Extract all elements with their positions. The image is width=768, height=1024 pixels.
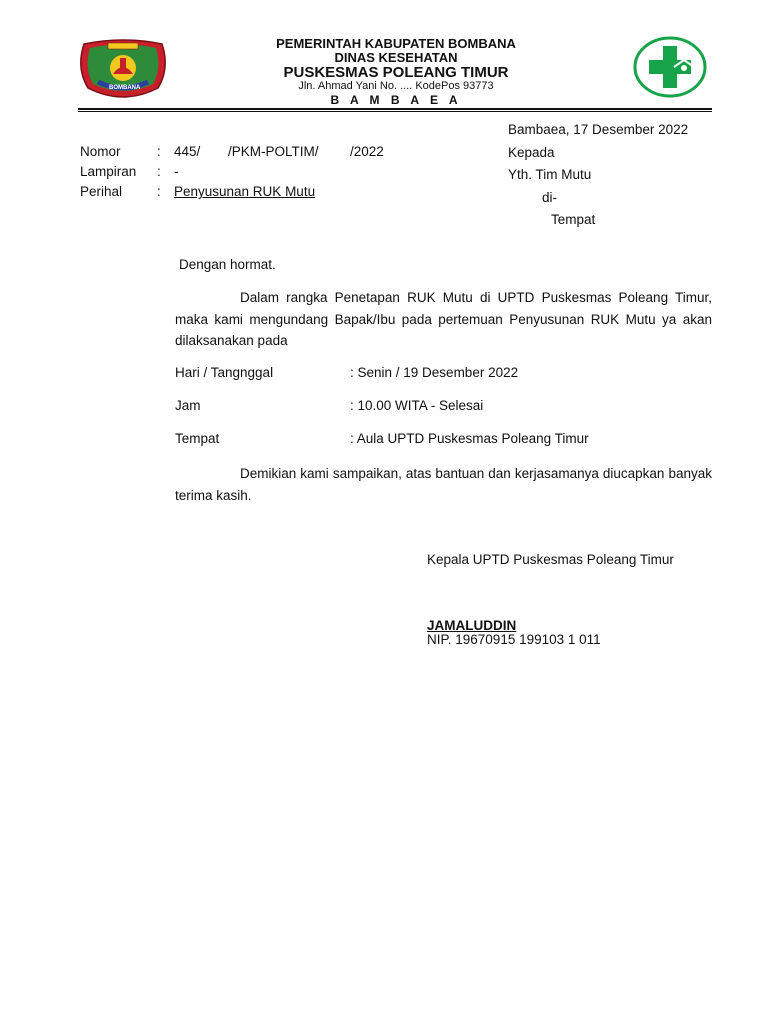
greeting: Dengan hormat. <box>179 257 276 272</box>
detail-label: Hari / Tangnggal <box>175 365 274 380</box>
header-rule <box>78 108 712 110</box>
header-rule-thin <box>78 111 712 112</box>
recipient-line: di- <box>542 190 558 205</box>
bombana-regency-logo <box>78 38 168 102</box>
perihal-label: Perihal <box>80 184 123 199</box>
detail-label: Jam <box>175 398 201 413</box>
nomor-part: /2022 <box>350 144 384 159</box>
health-cross-logo <box>632 36 708 98</box>
signature-name: JAMALUDDIN <box>427 618 517 633</box>
lampiran-colon: : <box>157 164 161 179</box>
detail-value: : Aula UPTD Puskesmas Poleang Timur <box>350 431 589 446</box>
perihal-colon: : <box>157 184 161 199</box>
body-paragraph <box>175 287 712 352</box>
nomor-label: Nomor <box>80 144 121 159</box>
nomor-colon: : <box>157 144 161 159</box>
place-date: Bambaea, 17 Desember 2022 <box>508 122 689 137</box>
government-name: PEMERINTAH KABUPATEN BOMBANA <box>276 36 516 51</box>
detail-value: : 10.00 WITA - Selesai <box>350 398 484 413</box>
department-name: DINAS KESEHATAN <box>334 50 458 65</box>
signature-title: Kepala UPTD Puskesmas Poleang Timur <box>427 552 674 567</box>
recipient-line: Tempat <box>551 212 596 227</box>
body-text: Dalam rangka Penetapan RUK Mutu di UPTD Puskesmas Poleang Timur, maka kami mengundang Bapak/Ibu pada pertemuan Penyusunan RUK Mutu ya akan dilaksanakan pada <box>175 290 712 348</box>
institution-address: Jln. Ahmad Yani No. .... KodePos 93773 <box>298 80 494 92</box>
institution-town: B A M B A E A <box>330 93 462 107</box>
closing-text: Demikian kami sampaikan, atas bantuan dan kerjasamanya diucapkan banyak terima kasih. <box>175 466 712 503</box>
closing-paragraph <box>175 463 712 506</box>
detail-value: : Senin / 19 Desember 2022 <box>350 365 519 380</box>
signature-nip: NIP. 19670915 199103 1 011 <box>427 632 601 647</box>
nomor-part: /PKM-POLTIM/ <box>228 144 319 159</box>
detail-label: Tempat <box>175 431 220 446</box>
perihal-value: Penyusunan RUK Mutu <box>174 184 316 199</box>
recipient-line: Yth. Tim Mutu <box>508 167 592 182</box>
lampiran-label: Lampiran <box>80 164 137 179</box>
logo-label: BOMBANA <box>109 85 141 91</box>
lampiran-value: - <box>174 164 179 179</box>
nomor-part: 445/ <box>174 144 201 159</box>
recipient-line: Kepada <box>508 145 555 160</box>
institution-name: PUSKESMAS POLEANG TIMUR <box>283 64 509 81</box>
